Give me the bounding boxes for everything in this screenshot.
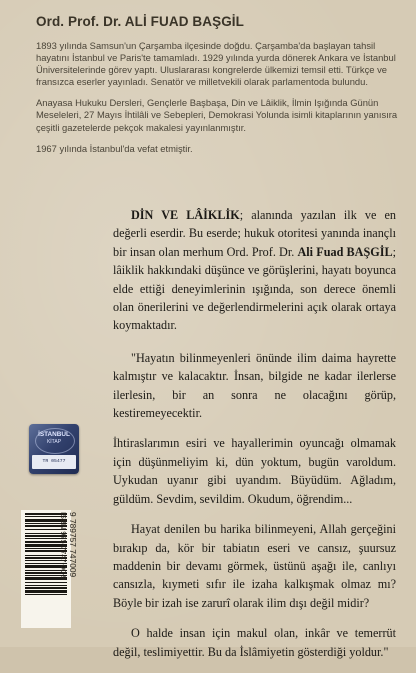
author-biography xyxy=(36,40,398,164)
isbn-digits: 9 789757 747009 xyxy=(68,512,78,578)
sticker-line-2: KİTAP xyxy=(46,439,62,445)
blurb-paragraph-1 xyxy=(113,206,396,335)
isbn-label: ISBN 975-7747-00-9 xyxy=(59,512,68,580)
blurb-p1-part-2: ; lâiklik hakkındaki düşünce ve görüşlerini, hayatı boyunca elde ettiği deneyimlerinin ışığında, son derece önemli olan önerilerini ve değerlendirmelerini açık olarak ortaya koymaktadır. xyxy=(113,244,396,333)
sticker-line-1: İSTANBUL xyxy=(38,431,70,438)
quote-paragraph-2: İhtiraslarımın esiri ve hayallerimin oyuncağı olmamak için düşünmeliyim ki, dün yoktum, bugün varoldum. Uykudan uyanır gibi uyandım. Büyüdüm. Ağladım, güldüm. Sevdim, sevildim. Okudum, öğrendim... xyxy=(113,436,396,506)
quote-paragraph-3: Hayat denilen bu harika bilinmeyeni, Allah gerçeğini bırakıp da, kör bir tabiatın eseri ve cansız, şuursuz maddenin bir devamı görmek, üstünü aşağı ile, canlıyı cansızla, kıymeti sıfır ile izaha kalkışmak olmaz mı? Böyle bir izah ise zarurî olarak ilim dışı değil midir? xyxy=(113,522,396,610)
isbn-label-vertical xyxy=(53,510,78,628)
publisher-sticker xyxy=(29,424,79,474)
blurb-p1-part-1: ; alanında yazılan ilk ve en değerli eserdir. Bu eserde; hukuk otoritesi yanında inançlı bir insan olan merhum Ord. Prof. Dr. xyxy=(113,208,396,259)
book-title-inline: DİN VE LÂİKLİK xyxy=(131,208,240,222)
blurb-text xyxy=(113,206,396,673)
author-name-inline: Ali Fuad BAŞGİL xyxy=(297,244,393,259)
quote-paragraph-4: O halde insan için makul olan, inkâr ve temerrüt değil, teslimiyettir. Bu da İslâmiyetin gösterdiği yoldur." xyxy=(113,626,396,659)
quote-paragraph-1: "Hayatın bilinmeyenleri önünde ilim daima hayrette kalmıştır ve kalacaktır. İnsan, bilgide ne kadar ilerlerse ilerlesin, bir an sonra ne olacağını görüp, kestiremeyecektir. xyxy=(113,350,396,421)
author-heading: Ord. Prof. Dr. ALİ FUAD BAŞGİL xyxy=(36,14,245,29)
bio-paragraph-1: 1893 yılında Samsun'un Çarşamba ilçesinde doğdu. Çarşamba'da başlayan tahsil hayatını İstanbul ve Paris'te tamamladı. 1929 yılında yurda dönerek Ankara ve İstanbul Üniversitelerinde görev yaptı. Uluslararası kongrelerde ülkemizi temsil etti. Türkçe ve fransızca eserler yayınladı. Senatör ve milletvekili olarak parlamentoda bulundu. xyxy=(36,40,396,88)
bio-paragraph-3: 1967 yılında İstanbul'da vefat etmiştir. xyxy=(36,142,193,154)
sticker-code: TR 05477 xyxy=(42,459,66,464)
bio-paragraph-2: Anayasa Hukuku Dersleri, Gençlerle Başbaşa, Din ve Lâiklik, İlmin Işığında Günün Meseleleri, 27 Mayıs İhtilâli ve Sebepleri, Demokrasi Yolunda isimli kitaplarının yanısıra çeşitli gazetelerde pekçok makalesi yayınlanmıştır. xyxy=(36,97,398,133)
